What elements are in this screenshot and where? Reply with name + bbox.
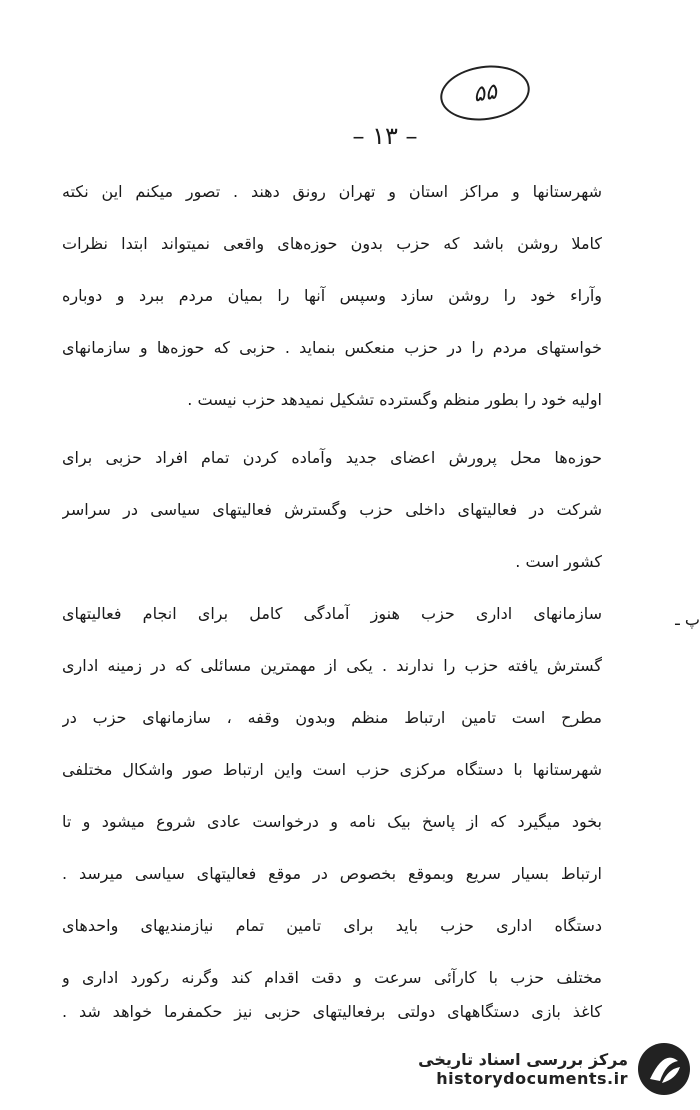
text-line: شهرستانها با دستگاه مرکزی حزب است واین ارتباط صور واشکال مختلفی (62, 760, 602, 779)
text-line: کاملا روشن باشد که حزب بدون حوزه‌های واقعی نمیتواند ابتدا نظرات (62, 234, 602, 253)
text-line: اولیه خود را بطور منظم وگسترده تشکیل نمیدهد حزب نیست . (187, 390, 602, 409)
text-line: وآراء خود را روشن سازد وسپس آنها را بمیان مردم ببرد و دوباره (62, 286, 602, 305)
handwritten-page-stamp (437, 60, 534, 126)
text-line: کاغذ بازی دستگاههای دولتی برفعالیتهای حزبی نیز حکمفرما خواهد شد . (62, 1002, 602, 1021)
stamp-number: ۵۵ (471, 78, 499, 108)
text-line: کشور است . (515, 552, 602, 571)
watermark-url: historydocuments.ir (436, 1069, 628, 1088)
text-line: شهرستانها و مراکز استان و تهران رونق دهند . تصور میکنم این نکته (62, 182, 602, 201)
document-body (62, 178, 602, 1032)
text-line: شرکت در فعالیتهای داخلی حزب وگسترش فعالیتهای سیاسی در سراسر (62, 500, 602, 519)
text-line: حوزه‌ها محل پرورش اعضای جدید وآماده کردن تمام افراد حزبی برای (62, 448, 602, 467)
watermark-text (418, 1050, 628, 1088)
archive-logo-icon (636, 1041, 692, 1097)
text-line: بخود میگیرد که از پاسخ بیک نامه و درخواست عادی شروع میشود و تا (62, 812, 602, 831)
text-line: دستگاه اداری حزب باید برای تامین تمام نیازمندیهای واحدهای (62, 916, 602, 935)
page-number: – ۱۳ – (352, 122, 418, 150)
text-line: خواستهای مردم را در حزب منعکس بنماید . حزبی که حوزه‌ها و سازمانهای (62, 338, 602, 357)
text-line: ارتباط بسیار سریع وبموقع بخصوص در موقع فعالیتهای سیاسی میرسد . (62, 864, 602, 883)
section-marker: پ ـ (675, 610, 700, 629)
watermark-title: مرکز بررسی اسناد تاریخی (418, 1050, 628, 1069)
text-line: گسترش یافته حزب را ندارند . یکی از مهمترین مسائلی که در زمینه اداری (62, 656, 602, 675)
text-line: مختلف حزب با کارآئی سرعت و دقت اقدام کند وگرنه رکورد اداری و (62, 968, 602, 987)
watermark (392, 1034, 692, 1104)
text-line: مطرح است تامین ارتباط منظم وبدون وقفه ، سازمانهای حزب در (62, 708, 602, 727)
text-line: سازمانهای اداری حزب هنوز آمادگی کامل برای انجام فعالیتهای (62, 604, 602, 623)
